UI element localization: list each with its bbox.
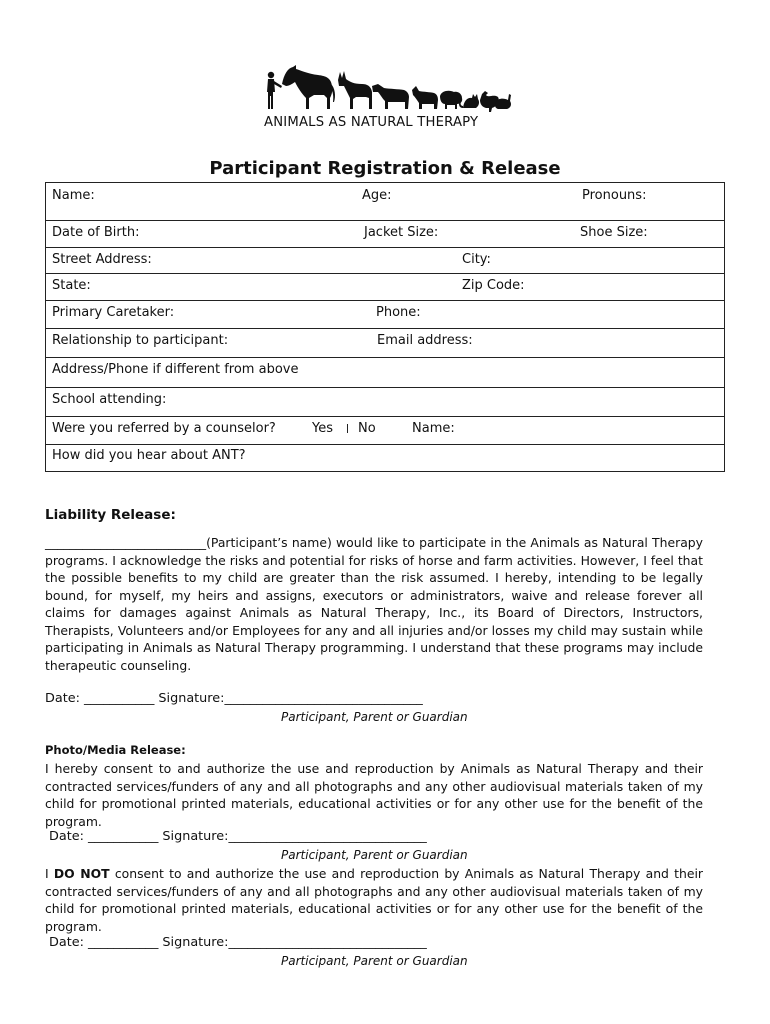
counselor-name-field[interactable]: Name: [412,421,455,436]
alt-address-field[interactable]: Address/Phone if different from above [52,362,299,377]
form-row-caretaker [46,301,724,329]
city-field[interactable]: City: [462,252,491,267]
pronouns-field[interactable]: Pronouns: [582,188,647,203]
zip-field[interactable]: Zip Code: [462,278,525,293]
form-row-hear [46,445,724,472]
liability-title: Liability Release: [45,507,176,523]
form-row-relationship [46,329,724,358]
liability-date-signature[interactable]: Date: ___________ Signature:_______________________________ [45,691,423,706]
registration-form [45,182,725,472]
hear-about-field[interactable]: How did you hear about ANT? [52,448,246,463]
photo-consent-caption: Participant, Parent or Guardian [281,848,468,862]
no-consent-body: consent to and authorize the use and reproduction by Animals as Natural Therapy and their contracted services/funders of any and all photographs and any other audiovisual materials taken of my child for promotional printed materials, educational activities or for any other use for the benefit of the program. [45,866,703,934]
photo-release-title: Photo/Media Release: [45,743,186,757]
photo-consent-date-signature[interactable]: Date: ___________ Signature:_______________________________ [49,829,427,844]
liability-text: __________________________(Participant’s name) would like to participate in the Animals as Natural Therapy programs. I acknowledge the risks and potential for risks of horse and farm activities. However, I feel that the possible benefits to my child are greater than the risk assumed. I hereby, intending to be legally bound, for myself, my heirs and assigns, executors or administrators, waive and release forever all claims for damages against Animals as Natural Therapy, Inc., its Board of Directors, Instructors, Therapists, Volunteers and/or Employees for any and all injuries and/or losses my child may sustain while participating in Animals as Natural Therapy programming. I understand that these programs may include therapeutic counseling. [45,535,703,673]
form-row-school [46,388,724,417]
relationship-field[interactable]: Relationship to participant: [52,333,229,348]
form-row-dob [46,221,724,248]
photo-no-consent-date-signature[interactable]: Date: ___________ Signature:_______________________________ [49,935,427,950]
liability-signature-caption: Participant, Parent or Guardian [281,710,468,724]
logo-text: ANIMALS AS NATURAL THERAPY [264,115,479,130]
state-field[interactable]: State: [52,278,91,293]
no-consent-prefix: I [45,866,54,881]
yes-option[interactable] [312,421,376,436]
animals-silhouette-icon [262,64,512,116]
form-row-alt-address [46,358,724,388]
no-consent-emphasis: DO NOT [53,866,110,881]
form-row-state [46,274,724,301]
organization-logo [262,64,512,134]
form-row-address [46,248,724,274]
shoe-size-field[interactable]: Shoe Size: [580,225,648,240]
age-field[interactable]: Age: [362,188,392,203]
school-field[interactable]: School attending: [52,392,167,407]
street-address-field[interactable]: Street Address: [52,252,152,267]
photo-no-consent-caption: Participant, Parent or Guardian [281,954,468,968]
option-divider [347,424,348,433]
form-row-referral [46,417,724,445]
yes-label: Yes [312,421,333,436]
dob-field[interactable]: Date of Birth: [52,225,140,240]
caretaker-field[interactable]: Primary Caretaker: [52,305,175,320]
jacket-size-field[interactable]: Jacket Size: [364,225,439,240]
email-field[interactable]: Email address: [377,333,473,348]
photo-no-consent-text [45,865,703,935]
no-label[interactable]: No [358,421,376,436]
phone-field[interactable]: Phone: [376,305,421,320]
page-title: Participant Registration & Release [209,158,561,179]
name-field[interactable]: Name: [52,188,95,203]
form-row-name [46,183,724,221]
photo-consent-text: I hereby consent to and authorize the use and reproduction by Animals as Natural Therapy and their contracted services/funders of any and all photographs and any other audiovisual materials taken of my child for promotional printed materials, educational activities or for any other use for the benefit of the program. [45,761,703,829]
referral-question: Were you referred by a counselor? [52,421,276,436]
